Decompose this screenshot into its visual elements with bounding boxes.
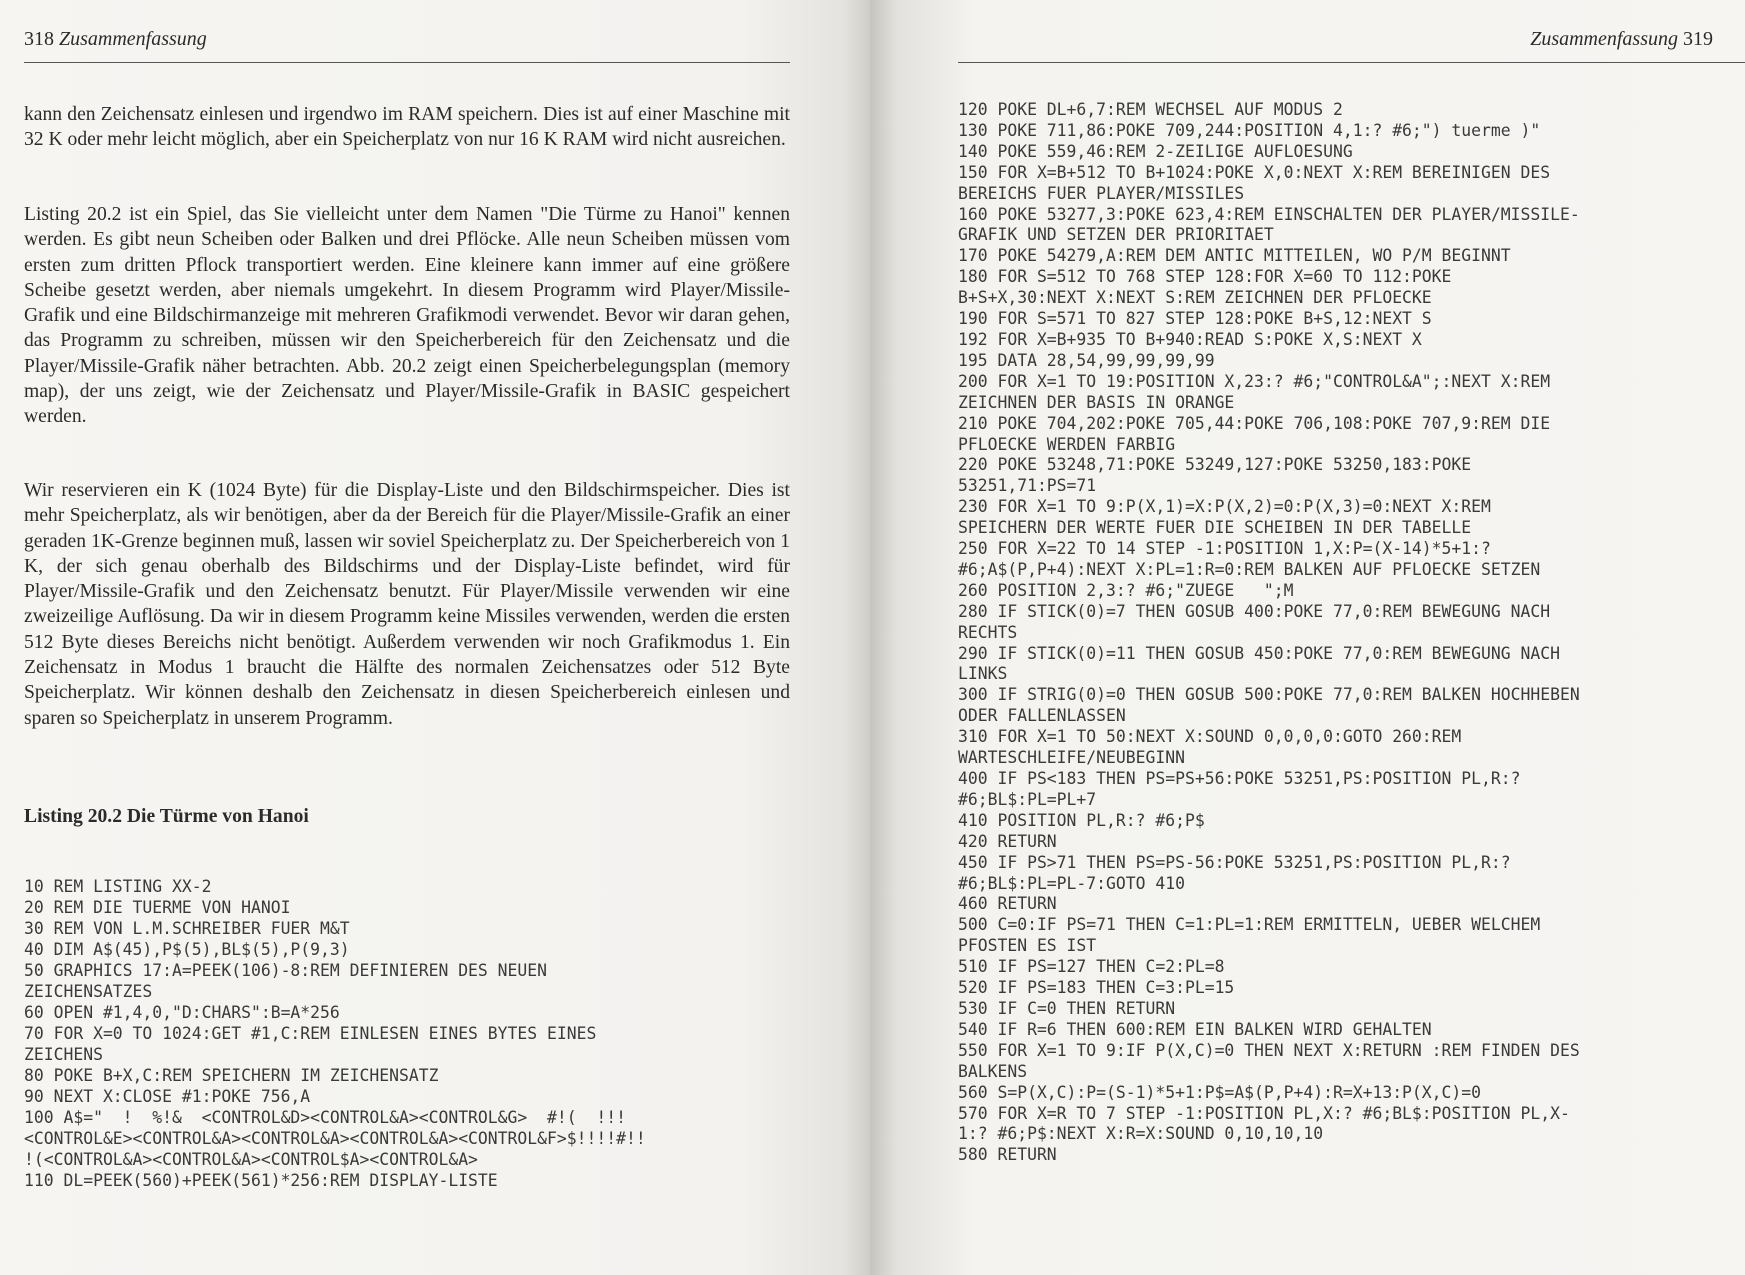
code-line: #6;BL$:PL=PL+7	[958, 789, 1097, 809]
right-page	[870, 0, 1745, 1275]
code-line: 110 DL=PEEK(560)+PEEK(561)*256:REM DISPLAY-LISTE	[24, 1171, 498, 1190]
code-line: #6;A$(P,P+4):NEXT X:PL=1:R=0:REM BALKEN AUF PFLOECKE SETZEN	[958, 559, 1541, 579]
code-line: 80 POKE B+X,C:REM SPEICHERN IM ZEICHENSATZ	[24, 1066, 439, 1085]
code-line: 170 POKE 54279,A:REM DEM ANTIC MITTEILEN, WO P/M BEGINNT	[958, 246, 1511, 266]
code-line: PFOSTEN ES IST	[958, 936, 1097, 956]
code-line: 50 GRAPHICS 17:A=PEEK(106)-8:REM DEFINIEREN DES NEUEN	[24, 961, 548, 980]
code-line: 192 FOR X=B+935 TO B+940:READ S:POKE X,S:NEXT X	[958, 329, 1422, 349]
code-line: 260 POSITION 2,3:? #6;"ZUEGE ";M	[958, 580, 1294, 600]
code-line: ZEICHENS	[24, 1045, 103, 1064]
left-running-title: Zusammenfassung	[59, 28, 207, 50]
code-line: 310 FOR X=1 TO 50:NEXT X:SOUND 0,0,0,0:GOTO 260:REM	[958, 727, 1462, 747]
body-paragraph	[24, 478, 790, 731]
code-line: 300 IF STRIG(0)=0 THEN GOSUB 500:POKE 77,0:REM BALKEN HOCHHEBEN	[958, 685, 1580, 705]
paragraph-text: kann den Zeichensatz einlesen und irgendwo im RAM speichern. Dies ist auf einer Maschine mit 32 K oder mehr leicht möglich, aber ein Speicherplatz von nur 16 K RAM wird nicht ausreichen.	[24, 104, 790, 151]
code-line: 550 FOR X=1 TO 9:IF P(X,C)=0 THEN NEXT X:RETURN :REM FINDEN DES	[958, 1040, 1580, 1060]
code-line: 460 RETURN	[958, 894, 1057, 914]
code-line: 230 FOR X=1 TO 9:P(X,1)=X:P(X,2)=0:P(X,3)=0:NEXT X:REM	[958, 497, 1491, 517]
code-line: 210 POKE 704,202:POKE 705,44:POKE 706,108:POKE 707,9:REM DIE	[958, 413, 1551, 433]
code-line: BALKENS	[958, 1061, 1028, 1081]
code-line: PFLOECKE WERDEN FARBIG	[958, 434, 1176, 454]
right-page-number: 319	[1683, 28, 1713, 50]
code-line: 410 POSITION PL,R:? #6;P$	[958, 810, 1205, 830]
code-line: 160 POKE 53277,3:POKE 623,4:REM EINSCHALTEN DER PLAYER/MISSILE-	[958, 204, 1580, 224]
code-line: 90 NEXT X:CLOSE #1:POKE 756,A	[24, 1087, 311, 1106]
code-line: 40 DIM A$(45),P$(5),BL$(5),P(9,3)	[24, 940, 350, 959]
code-line: 10 REM LISTING XX-2	[24, 877, 212, 896]
code-line: 1:? #6;P$:NEXT X:R=X:SOUND 0,10,10,10	[958, 1124, 1324, 1144]
code-line: 120 POKE DL+6,7:REM WECHSEL AUF MODUS 2	[958, 100, 1343, 119]
code-line: ODER FALLENLASSEN	[958, 706, 1126, 726]
code-line: 510 IF PS=127 THEN C=2:PL=8	[958, 957, 1225, 977]
code-line: 53251,71:PS=71	[958, 476, 1097, 496]
code-line: 70 FOR X=0 TO 1024:GET #1,C:REM EINLESEN EINES BYTES EINES	[24, 1024, 597, 1043]
code-line: BEREICHS FUER PLAYER/MISSILES	[958, 183, 1245, 203]
code-line: #6;BL$:PL=PL-7:GOTO 410	[958, 873, 1185, 893]
code-line: 150 FOR X=B+512 TO B+1024:POKE X,0:NEXT X:REM BEREINIGEN DES	[958, 162, 1551, 182]
code-line: RECHTS	[958, 622, 1018, 642]
code-line: 420 RETURN	[958, 831, 1057, 851]
code-line: 140 POKE 559,46:REM 2-ZEILIGE AUFLOESUNG	[958, 141, 1353, 161]
code-line: 280 IF STICK(0)=7 THEN GOSUB 400:POKE 77,0:REM BEWEGUNG NACH	[958, 601, 1551, 621]
right-code-listing	[958, 100, 1580, 1166]
code-line: 250 FOR X=22 TO 14 STEP -1:POSITION 1,X:P=(X-14)*5+1:?	[958, 539, 1491, 559]
code-line: 450 IF PS>71 THEN PS=PS-56:POKE 53251,PS:POSITION PL,R:?	[958, 852, 1511, 872]
code-line: 190 FOR S=571 TO 827 STEP 128:POKE B+S,12:NEXT S	[958, 309, 1432, 329]
code-line: 30 REM VON L.M.SCHREIBER FUER M&T	[24, 919, 350, 938]
code-line: 20 REM DIE TUERME VON HANOI	[24, 898, 291, 917]
code-line: 200 FOR X=1 TO 19:POSITION X,23:? #6;"CONTROL&A";:NEXT X:REM	[958, 371, 1551, 391]
code-line: 195 DATA 28,54,99,99,99,99	[958, 350, 1215, 370]
code-line: 560 S=P(X,C):P=(S-1)*5+1:P$=A$(P,P+4):R=X+13:P(X,C)=0	[958, 1082, 1482, 1102]
code-line: ZEICHENSATZES	[24, 982, 153, 1001]
code-line: LINKS	[958, 664, 1008, 684]
code-line: 500 C=0:IF PS=71 THEN C=1:PL=1:REM ERMITTELN, UEBER WELCHEM	[958, 915, 1541, 935]
listing-caption: Listing 20.2 Die Türme von Hanoi	[24, 806, 309, 827]
code-line: 290 IF STICK(0)=11 THEN GOSUB 450:POKE 77,0:REM BEWEGUNG NACH	[958, 643, 1560, 663]
code-line: 180 FOR S=512 TO 768 STEP 128:FOR X=60 TO 112:POKE	[958, 267, 1452, 287]
code-line: 60 OPEN #1,4,0,"D:CHARS":B=A*256	[24, 1003, 340, 1022]
code-line: GRAFIK UND SETZEN DER PRIORITAET	[958, 225, 1274, 245]
right-running-head	[1530, 28, 1713, 51]
body-paragraph	[24, 102, 790, 153]
code-line: !(<CONTROL&A><CONTROL&A><CONTROL$A><CONTROL&A>	[24, 1150, 478, 1169]
code-line: <CONTROL&E><CONTROL&A><CONTROL&A><CONTROL&A><CONTROL&F>$!!!!#!!	[24, 1129, 646, 1148]
right-running-title: Zusammenfassung	[1530, 28, 1678, 50]
code-line: 130 POKE 711,86:POKE 709,244:POSITION 4,1:? #6;") tuerme )"	[958, 120, 1541, 140]
code-line: 400 IF PS<183 THEN PS=PS+56:POKE 53251,PS:POSITION PL,R:?	[958, 769, 1521, 788]
code-line: ZEICHNEN DER BASIS IN ORANGE	[958, 392, 1235, 412]
code-line: 100 A$=" ! %!& <CONTROL&D><CONTROL&A><CONTROL&G> #!( !!!	[24, 1108, 626, 1127]
code-line: 580 RETURN	[958, 1145, 1057, 1165]
code-line: SPEICHERN DER WERTE FUER DIE SCHEIBEN IN DER TABELLE	[958, 518, 1472, 538]
left-page	[0, 0, 870, 1275]
body-paragraph	[24, 202, 790, 430]
paragraph-text: Listing 20.2 ist ein Spiel, das Sie vielleicht unter dem Namen "Die Türme zu Hanoi" kennen werden. Es gibt neun Scheiben oder Balken und drei Pflöcke. Alle neun Scheiben müssen vom ersten zum dritten Pflock transportiert werden. Eine kleinere kann immer auf eine größere Scheibe gesetzt werden, aber niemals umgekehrt. In diesem Programm wird Player/Missile-Grafik und eine Bildschirmanzeige mit mehreren Grafikmodi verwendet. Bevor wir daran gehen, das Programm zu schreiben, müssen wir den Speicherbereich für den Zeichensatz und die Player/Missile-Grafik näher betrachten. Abb. 20.2 zeigt einen Speicherbelegungsplan (memory map), der uns zeigt, wie der Zeichensatz und Player/Missile-Grafik in BASIC gespeichert werden.	[24, 204, 790, 428]
code-line: 530 IF C=0 THEN RETURN	[958, 998, 1176, 1018]
code-line: WARTESCHLEIFE/NEUBEGINN	[958, 748, 1185, 768]
paragraph-text: Wir reservieren ein K (1024 Byte) für die Display-Liste und den Bildschirmspeicher. Dies ist mehr Speicherplatz, als wir benötigen, aber da der Bereich für die Player/Missile-Grafik an einer geraden 1K-Grenze beginnen muß, lassen wir soviel Speicherplatz zu. Der Speicherbereich von 1 K, der sich genau oberhalb des Bildschirms und der Display-Liste befindet, wird für Player/Missile-Grafik und den Zeichensatz benutzt. Für Player/Missile verwenden wir eine zweizeilige Auflösung. Da wir in diesem Programm keine Missiles verwenden, werden die ersten 512 Byte dieses Bereichs nicht benötigt. Außerdem verwenden wir noch Grafikmodus 1. Ein Zeichensatz in Modus 1 braucht die Hälfte des normalen Zeichensatzes oder 512 Byte Speicherplatz. Wir können deshalb den Zeichensatz in diesen Speicherbereich einlesen und sparen so Speicherplatz in unserem Programm.	[24, 480, 790, 729]
left-code-listing	[24, 876, 646, 1191]
code-line: 520 IF PS=183 THEN C=3:PL=15	[958, 978, 1235, 998]
code-line: 220 POKE 53248,71:POKE 53249,127:POKE 53250,183:POKE	[958, 455, 1472, 475]
code-line: 540 IF R=6 THEN 600:REM EIN BALKEN WIRD GEHALTEN	[958, 1019, 1432, 1039]
left-page-number: 318	[24, 28, 54, 50]
left-header-rule	[24, 62, 790, 63]
left-running-head	[24, 28, 207, 51]
right-header-rule	[958, 62, 1745, 63]
code-line: B+S+X,30:NEXT X:NEXT S:REM ZEICHNEN DER PFLOECKE	[958, 288, 1432, 308]
code-line: 570 FOR X=R TO 7 STEP -1:POSITION PL,X:? #6;BL$:POSITION PL,X-	[958, 1103, 1570, 1123]
